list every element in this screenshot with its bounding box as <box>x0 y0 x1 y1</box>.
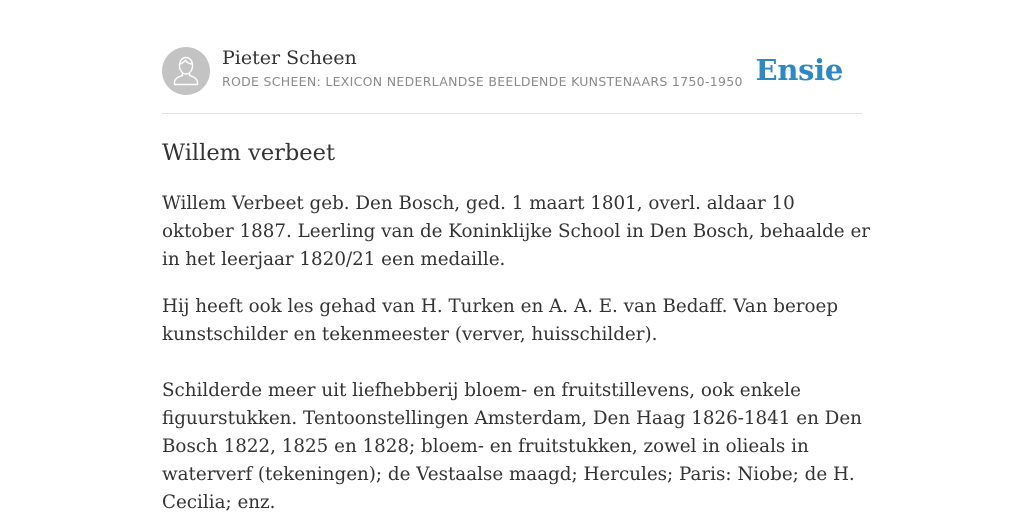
header-divider <box>162 113 862 114</box>
article-paragraph: Willem Verbeet geb. Den Bosch, ged. 1 maart 1801, overl. aldaar 10 oktober 1887. Leerling van de Koninklijke School in Den Bosch, behaalde er in het leerjaar 1820/21 een medaille. <box>162 193 870 270</box>
brand-logo[interactable]: Ensie <box>755 53 843 87</box>
article-title: Willem verbeet <box>162 140 335 166</box>
author-name[interactable]: Pieter Scheen <box>222 47 357 69</box>
article-paragraph: Hij heeft ook les gehad van H. Turken en A. A. E. van Bedaff. Van beroep kunstschilder en tekenmeester (verver, huisschilder). <box>162 296 839 345</box>
author-avatar[interactable] <box>162 47 210 95</box>
source-title[interactable]: RODE SCHEEN: LEXICON NEDERLANDSE BEELDENDE KUNSTENAARS 1750-1950 <box>222 74 743 89</box>
article-paragraph: Schilderde meer uit liefhebberij bloem- en fruitstillevens, ook enkele figuurstukken. Tentoonstellingen Amsterdam, Den Haag 1826-1841 en Den Bosch 1822, 1825 en 1828; bloem- en fruitstukken, zowel in olieals in waterverf (tekeningen); de Vestaalse maagd; Hercules; Paris: Niobe; de H. Cecilia; enz. <box>162 380 862 512</box>
author-header <box>162 46 862 96</box>
